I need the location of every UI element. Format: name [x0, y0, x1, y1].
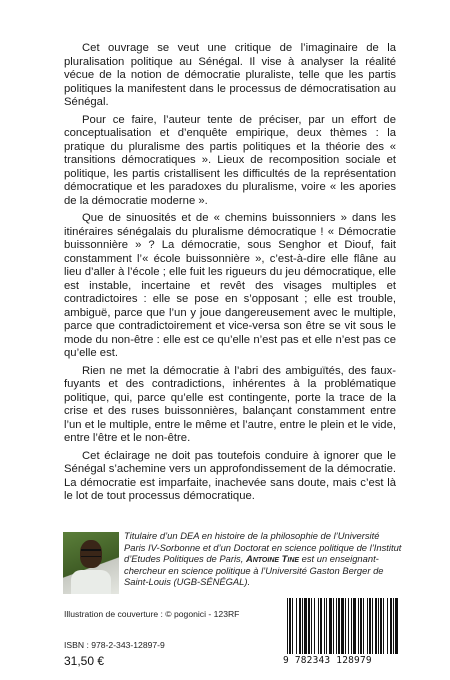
barcode-bar: [336, 598, 337, 654]
barcode-bar: [326, 598, 327, 654]
barcode-digits: 9 782343 128979: [283, 655, 372, 666]
barcode-bar: [395, 598, 398, 654]
isbn: ISBN : 978-2-343-12897-9: [64, 640, 165, 650]
barcode-bar: [360, 598, 362, 654]
barcode-bar: [333, 598, 334, 654]
barcode-bar: [372, 598, 373, 654]
barcode-bar: [353, 598, 356, 654]
barcode: [287, 598, 399, 654]
barcode-bar: [308, 598, 310, 654]
author-name: Antoine Tine: [245, 553, 300, 565]
barcode-bar: [329, 598, 332, 654]
barcode-bar: [378, 598, 379, 654]
barcode-bar: [341, 598, 344, 654]
barcode-bar: [380, 598, 382, 654]
barcode-bar: [318, 598, 319, 654]
author-bio-before: Titulaire d’un DEA en histoire de la philosophie de l’Université Paris IV-Sorbonne et d’un Doctorat en science politique de l’Institut d’Etudes Politiques de Paris,: [124, 530, 402, 565]
barcode-bar: [369, 598, 371, 654]
barcode-bar: [289, 598, 291, 654]
barcode-bar: [363, 598, 364, 654]
paragraph-buissonniere: Que de sinuosités et de « chemins buissonniers » dans les itinéraires sénégalais du pluralisme démocratique ! « Démocratie buissonnière » ? La démocratie, sous Senghor et Diouf, fait constamment l’« école buissonnière », c’est-à-dire elle flâne au lieu d’aller à l’école ; elle fuit les rigueurs du jeu démocratique, elle est instable, incertaine et revêt des visages multiples et contradictoires : elle se pose en s’opposant ; elle est trouble, ambiguë, parce que l’un y joue dangereusement avec le multiple, parce que contradictoirement et vice-versa son être se vit sous le mode du non-être : elle est ce qu’elle n’est pas et elle n’est pas ce qu’elle est.: [64, 212, 396, 359]
barcode-bar: [287, 598, 288, 654]
barcode-bar: [345, 598, 346, 654]
barcode-bar: [367, 598, 368, 654]
barcode-bar: [338, 598, 340, 654]
barcode-bar: [348, 598, 349, 654]
barcode-bar: [302, 598, 303, 654]
barcode-bar: [299, 598, 301, 654]
barcode-bar: [390, 598, 392, 654]
barcode-bar: [393, 598, 394, 654]
author-bio-after: est un enseignant-chercheur en science politique à l’Université Gaston Berger de Saint-Louis (UGB-SÉNÉGAL).: [124, 553, 384, 588]
barcode-bar: [351, 598, 352, 654]
barcode-bar: [304, 598, 307, 654]
barcode-bar: [387, 598, 388, 654]
barcode-bar: [292, 598, 293, 654]
barcode-bar: [324, 598, 325, 654]
back-cover-text: [64, 42, 396, 504]
barcode-bar: [320, 598, 322, 654]
barcode-bar: [375, 598, 377, 654]
author-photo-shirt: [71, 570, 111, 594]
price: 31,50 €: [64, 654, 105, 668]
author-bio: [124, 530, 402, 588]
paragraph-conclusion: Cet éclairage ne doit pas toutefois conduire à ignorer que le Sénégal s’achemine vers un approfondissement de la démocratie. La démocratie est imparfaite, inachevée sans doute, mais c’est là le lot de tout processus démocratique.: [64, 449, 396, 502]
cover-credit: Illustration de couverture : © pogonici - 123RF: [64, 609, 240, 619]
barcode-bar: [314, 598, 315, 654]
barcode-bar: [358, 598, 359, 654]
author-photo: [63, 532, 119, 594]
paragraph-method: Pour ce faire, l’auteur tente de préciser, par un effort de conceptualisation et d’enquête empirique, deux thèmes : la pratique du pluralisme des partis politiques et la théorie des « transitions démocratiques ». Lieux de recomposition sociale et politique, les partis cristallisent les difficultés de la représentation démocratique et les paradoxes du pluralisme, voire « les apories de la démocratie moderne ».: [64, 113, 396, 207]
barcode-bar: [311, 598, 312, 654]
barcode-bar: [383, 598, 384, 654]
author-photo-glasses: [81, 549, 101, 557]
barcode-bar: [296, 598, 297, 654]
paragraph-ambiguities: Rien ne met la démocratie à l’abri des ambiguïtés, des faux-fuyants et des contradictions, inhérentes à la problématique politique, qui, parce qu’elle est contingente, porte la trace de la crise et des ruses buissonnières, balançant constamment entre l’un et le multiple, entre le même et l’autre, entre le plein et le vide, entre l’être et le non-être.: [64, 364, 396, 444]
paragraph-intro: Cet ouvrage se veut une critique de l’imaginaire de la pluralisation politique au Sénégal. Il vise à analyser la réalité vécue de la notion de démocratie pluraliste, telle que les partis politiques la manifestent dans le processus de démocratisation au Sénégal.: [64, 42, 396, 108]
